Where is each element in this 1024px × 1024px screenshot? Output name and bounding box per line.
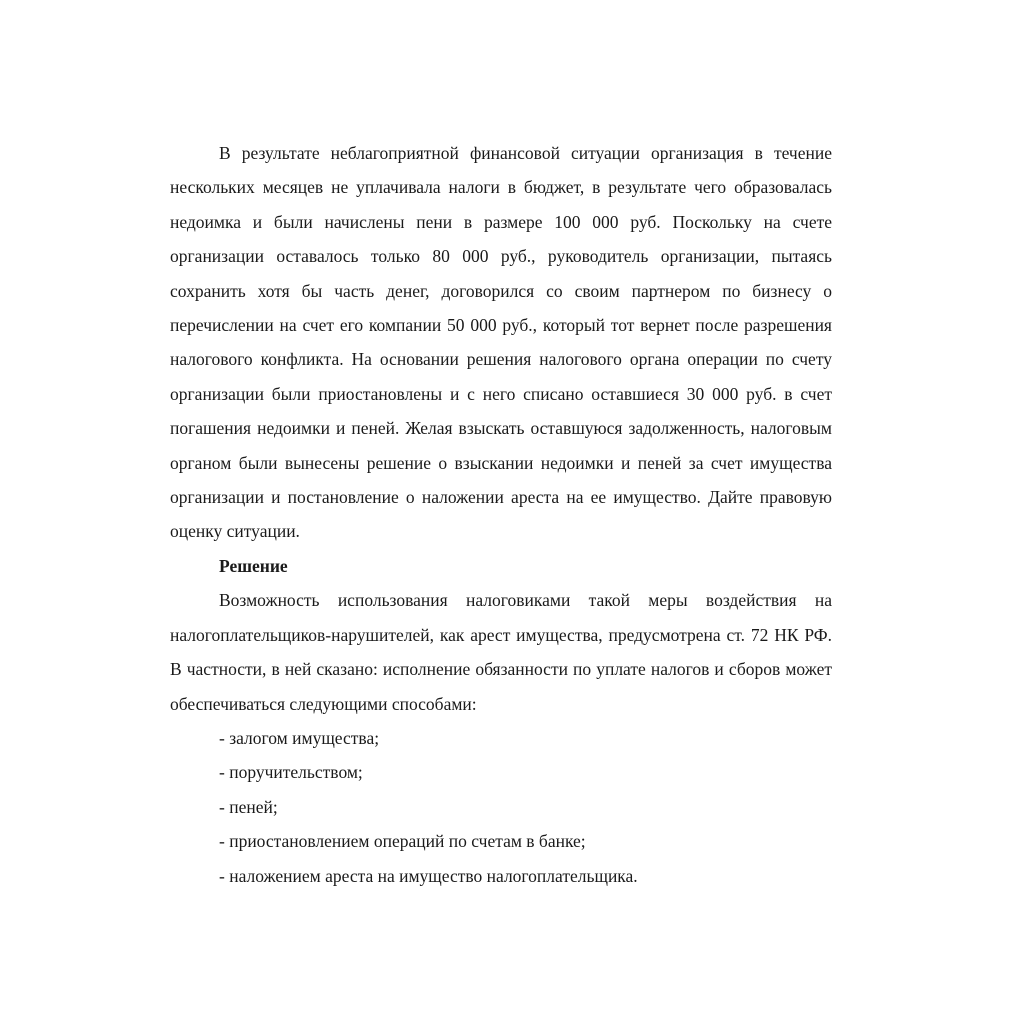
document-body [170, 136, 832, 893]
list-item: - залогом имущества; [219, 727, 380, 748]
list-item: - наложением ареста на имущество налогоплательщика. [219, 865, 638, 886]
solution-paragraph: Возможность использования налоговиками такой меры воздействия на налогоплательщиков-нарушителей, как арест имущества, предусмотрена ст. 72 НК РФ. В частности, в ней сказано: исполнение обязанности по уплате налогов и сборов может обеспечиваться следующими способами: [170, 590, 832, 714]
case-paragraph: В результате неблагоприятной финансовой ситуации организация в течение нескольких месяцев не уплачивала налоги в бюджет, в результате чего образовалась недоимка и были начислены пени в размере 100 000 руб. Поскольку на счете организации оставалось только 80 000 руб., руководитель организации, пытаясь сохранить хотя бы часть денег, договорился со своим партнером по бизнесу о перечислении на счет его компании 50 000 руб., который тот вернет после разрешения налогового конфликта. На основании решения налогового органа операции по счету организации были приостановлены и с него списано оставшиеся 30 000 руб. в счет погашения недоимки и пеней. Желая взыскать оставшуюся задолженность, налоговым органом были вынесены решение о взыскании недоимки и пеней за счет имущества организации и постановление о наложении ареста на ее имущество. Дайте правовую оценку ситуации. [170, 143, 832, 542]
list-item: - приостановлением операций по счетам в банке; [219, 831, 586, 852]
list-item: - пеней; [219, 796, 278, 817]
solution-heading: Решение [219, 555, 288, 576]
list-item: - поручительством; [219, 762, 363, 783]
measures-list [170, 721, 832, 893]
